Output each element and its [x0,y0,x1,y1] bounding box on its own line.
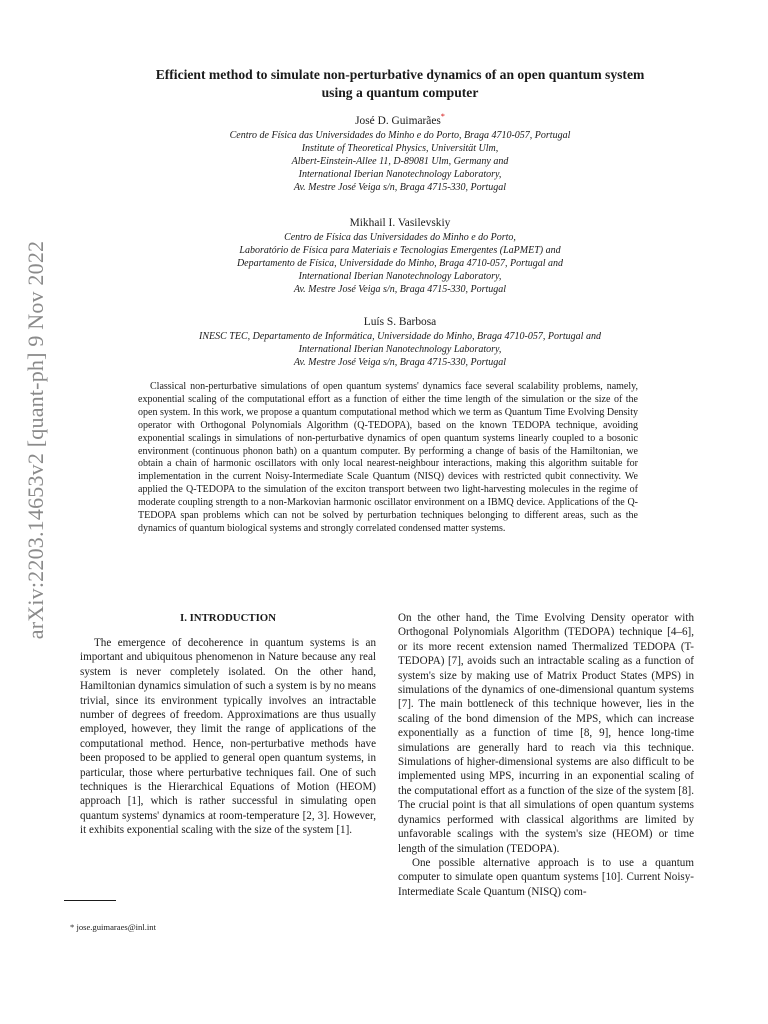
affiliation-line: Centro de Física das Universidades do Minho e do Porto, [284,232,516,243]
title-line-2: using a quantum computer [321,85,479,100]
affiliation-line: Centro de Física das Universidades do Minho e do Porto, Braga 4710-057, Portugal [229,130,571,141]
footnote-divider [64,900,116,901]
left-column [80,611,376,838]
author-name [100,113,700,129]
arxiv-identifier: arXiv:2203.14653v2 [quant-ph] 9 Nov 2022 [23,240,48,640]
footnote-marker[interactable]: * [440,112,445,122]
author-name: Luís S. Barbosa [363,316,437,328]
affiliation-line: Av. Mestre José Veiga s/n, Braga 4715-330, Portugal [293,182,507,193]
affiliation-line: Av. Mestre José Veiga s/n, Braga 4715-330, Portugal [293,357,507,368]
abstract: Classical non-perturbative simulations of open quantum systems' dynamics face several scalability problems, namely, exponential scaling of the computational effort as a function of either the time length of the simulation or the size of the open system. In this work, we propose a quantum computational method which we term as Quantum Time Evolving Density operator with Orthogonal Polynomials Algorithm (Q-TEDOPA), based on the known TEDOPA technique, avoiding exponential scalings in simulations of non-perturbative dynamics of open quantum systems linearly coupled to a bosonic environment (continuous phonon bath) on a quantum computer. By performing a change of basis of the Hamiltonian, we obtain a chain of harmonic oscillators with only local nearest-neighbour interactions, making this algorithm suitable for implementation in the current Noisy-Intermediate Scale Quantum (NISQ) devices with restricted qubit connectivity. We applied the Q-TEDOPA to the simulation of the exciton transport between two light-harvesting molecules in the regime of moderate coupling strength to a non-Markovian harmonic oscillator environment on a IBMQ device. Applications of the Q-TEDOPA span problems which can not be solved by perturbation techniques belonging to different areas, such as the dynamics of quantum biological systems and strongly correlated condensed matter systems. [138,381,638,534]
section-heading-introduction: I. INTRODUCTION [180,612,276,624]
author-block-3 [100,314,700,369]
right-column [398,611,694,899]
author-block-1 [100,113,700,194]
footnote-email: * jose.guimaraes@inl.int [70,922,156,932]
body-paragraph: One possible alternative approach is to use a quantum computer to simulate open quantum systems [10]. Current Noisy-Intermediate Scale Quantum (NISQ) com- [398,856,694,898]
paper-title [70,66,730,102]
intro-paragraph: The emergence of decoherence in quantum systems is an important and ubiquitous phenomenon in Nature because any real system is never completely isolated. On the other hand, Hamiltonian dynamics simulation of such a system is by no means trivial, since its environment typically involves an intractable number of degrees of freedom. Approximations are thus usually employed, however, they limit the range of applications of the computational method. Hence, non-perturbative methods have been proposed to be applied to general open quantum systems, in particular, those where perturbative techniques fail. One of such techniques is the Hierarchical Equations of Motion (HEOM) approach [1], which is rather successful in simulating open quantum systems' dynamics at room-temperature [2, 3]. However, it exhibits exponential scaling with the size of the system [1]. [80,637,376,837]
affiliation-line: International Iberian Nanotechnology Laboratory, [298,169,502,180]
body-paragraph: On the other hand, the Time Evolving Density operator with Orthogonal Polynomials Algorithm (TEDOPA) technique [4–6], or its more recent extension named Thermalized TEDOPA (T-TEDOPA) [7], avoids such an intractable scaling as a function of system's size by making use of Matrix Product States (MPS) in simulations of the dynamics of one-dimensional quantum systems [7]. The main bottleneck of this technique however, lies in the scaling of the bond dimension of the MPS, which can increase exponentially as a function of time [8, 9], hence long-time simulations are generally hard to reach via this technique. Simulations of higher-dimensional systems are also difficult to be implemented using MPS, incurring in an exponential scaling of the computational effort as a function of the size of the system [8]. The crucial point is that all simulations of open quantum systems dynamics performed with classical algorithms are limited by unfavorable scalings with the system's size (HEOM) or time length of the simulation (TEDOPA). [398,612,694,855]
affiliation-line: Av. Mestre José Veiga s/n, Braga 4715-330, Portugal [293,284,507,295]
affiliation-line: Institute of Theoretical Physics, Universität Ulm, [301,143,499,154]
author-name-text: José D. Guimarães [355,115,441,127]
author-block-2 [100,215,700,296]
affiliation-line: Departamento de Física, Universidade do Minho, Braga 4710-057, Portugal and [236,258,564,269]
author-name: Mikhail I. Vasilevskiy [349,217,451,229]
affiliation-line: International Iberian Nanotechnology Laboratory, [298,344,502,355]
affiliation-line: INESC TEC, Departamento de Informática, Universidade do Minho, Braga 4710-057, Portugal and [199,331,601,342]
title-line-1: Efficient method to simulate non-perturbative dynamics of an open quantum system [155,67,645,82]
affiliation-line: Albert-Einstein-Allee 11, D-89081 Ulm, Germany and [291,156,509,167]
affiliation-line: Laboratório de Física para Materiais e Tecnologias Emergentes (LaPMET) and [239,245,561,256]
affiliation-line: International Iberian Nanotechnology Laboratory, [298,271,502,282]
